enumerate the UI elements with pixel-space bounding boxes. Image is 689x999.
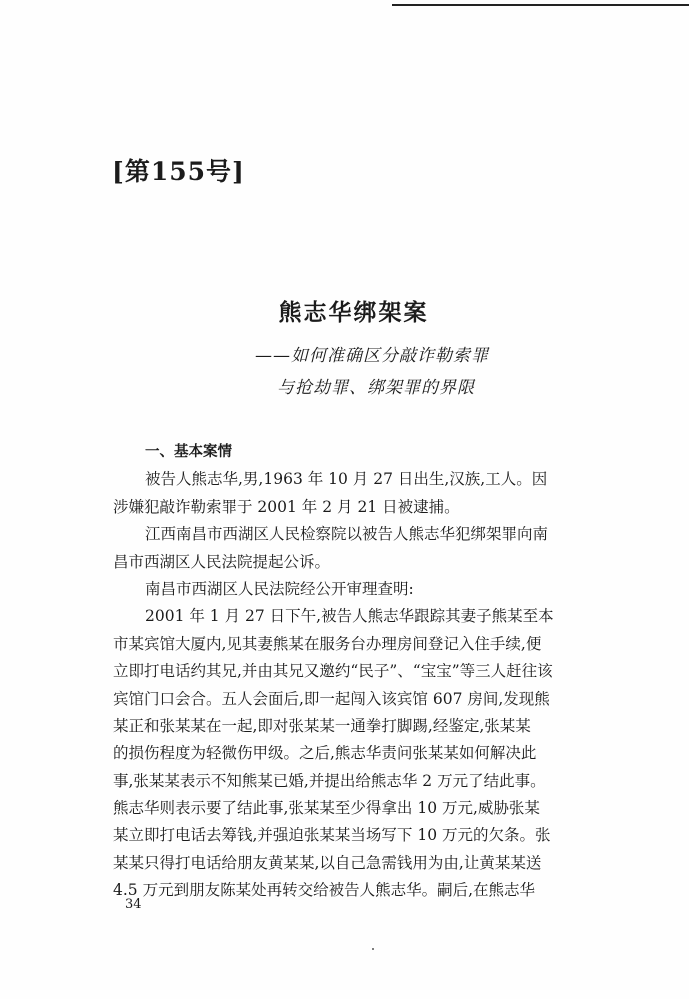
- paragraph-line: 南昌市西湖区人民法院经公开审理查明:: [145, 579, 414, 598]
- paragraph-line: 昌市西湖区人民法院提起公诉。: [113, 552, 331, 571]
- section-heading: 一、基本案情: [145, 444, 232, 460]
- paragraph-line: 的损伤程度为轻微伤甲级。之后,熊志华责问张某某如何解决此: [113, 744, 537, 763]
- paragraph-line: 某某只得打电话给朋友黄某某,以自己急需钱用为由,让黄某某送: [113, 853, 542, 872]
- case-title: 熊志华绑架案: [278, 299, 429, 326]
- header-rule: [392, 4, 689, 6]
- paragraph-line: 熊志华则表示要了结此事,张某某至少得拿出 10 万元,威胁张某: [113, 799, 540, 818]
- paragraph-line: 江西南昌市西湖区人民检察院以被告人熊志华犯绑架罪向南: [145, 525, 549, 544]
- paragraph-line: 4.5 万元到朋友陈某处再转交给被告人熊志华。嗣后,在熊志华: [113, 881, 536, 900]
- page-number: 34: [125, 897, 142, 912]
- paragraph-line: 2001 年 1 月 27 日下午,被告人熊志华跟踪其妻子熊某至本: [145, 607, 554, 626]
- paragraph-line: 被告人熊志华,男,1963 年 10 月 27 日出生,汉族,工人。因: [145, 470, 548, 489]
- paragraph-line: 市某宾馆大厦内,见其妻熊某在服务台办理房间登记入住手续,便: [113, 634, 542, 653]
- paragraph-line: 宾馆门口会合。五人会面后,即一起闯入该宾馆 607 房间,发现熊: [113, 689, 550, 708]
- subtitle-line-2: 与抢劫罪、绑架罪的界限: [277, 378, 475, 398]
- paragraph-line: 立即打电话约其兄,并由其兄又邀约“民子”、“宝宝”等三人赶往该: [113, 662, 553, 681]
- body-text: [113, 439, 613, 905]
- paragraph-line: 事,张某某表示不知熊某已婚,并提出给熊志华 2 万元了结此事。: [113, 771, 546, 790]
- scan-speck: [372, 948, 374, 950]
- paragraph-line: 某正和张某某在一起,即对张某某一通拳打脚踢,经鉴定,张某某: [113, 716, 531, 735]
- subtitle-line-1: ——如何准确区分敲诈勒索罪: [255, 346, 489, 366]
- case-number: [第155号]: [112, 157, 245, 186]
- paragraph-line: 某立即打电话去筹钱,并强迫张某某当场写下 10 万元的欠条。张: [113, 826, 551, 845]
- paragraph-line: 涉嫌犯敲诈勒索罪于 2001 年 2 月 21 日被逮捕。: [113, 497, 460, 516]
